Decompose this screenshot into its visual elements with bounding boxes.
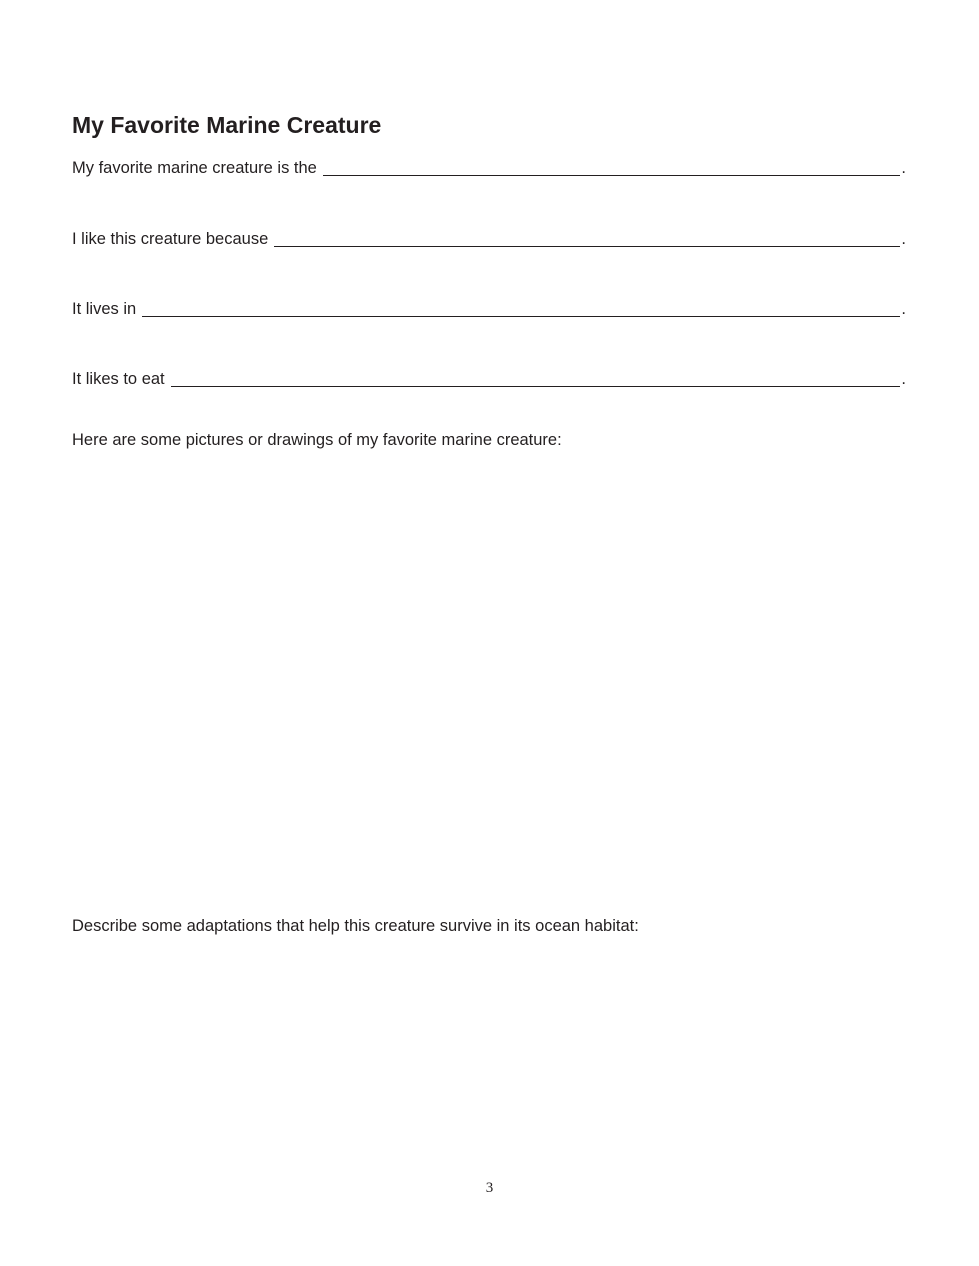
favorite-creature-line	[72, 157, 906, 179]
line-end-period: .	[901, 370, 906, 388]
lives-in-line	[72, 298, 906, 320]
likes-to-eat-blank[interactable]	[171, 372, 901, 387]
page-title: My Favorite Marine Creature	[72, 112, 382, 138]
likes-to-eat-line	[72, 368, 906, 390]
lives-in-blank[interactable]	[142, 302, 900, 317]
like-because-label: I like this creature because	[72, 230, 269, 248]
favorite-creature-label: My favorite marine creature is the	[72, 159, 317, 177]
pictures-prompt: Here are some pictures or drawings of my favorite marine creature:	[72, 431, 562, 449]
drawing-area[interactable]	[72, 462, 906, 902]
adaptations-answer-area[interactable]	[72, 948, 906, 1158]
like-because-line	[72, 228, 906, 250]
adaptations-prompt: Describe some adaptations that help this creature survive in its ocean habitat:	[72, 917, 639, 935]
favorite-creature-blank[interactable]	[323, 161, 901, 176]
likes-to-eat-label: It likes to eat	[72, 370, 165, 388]
lives-in-label: It lives in	[72, 300, 137, 318]
like-because-blank[interactable]	[274, 232, 900, 247]
line-end-period: .	[901, 159, 906, 177]
line-end-period: .	[901, 300, 906, 318]
page-number: 3	[485, 1180, 494, 1196]
line-end-period: .	[901, 230, 906, 248]
